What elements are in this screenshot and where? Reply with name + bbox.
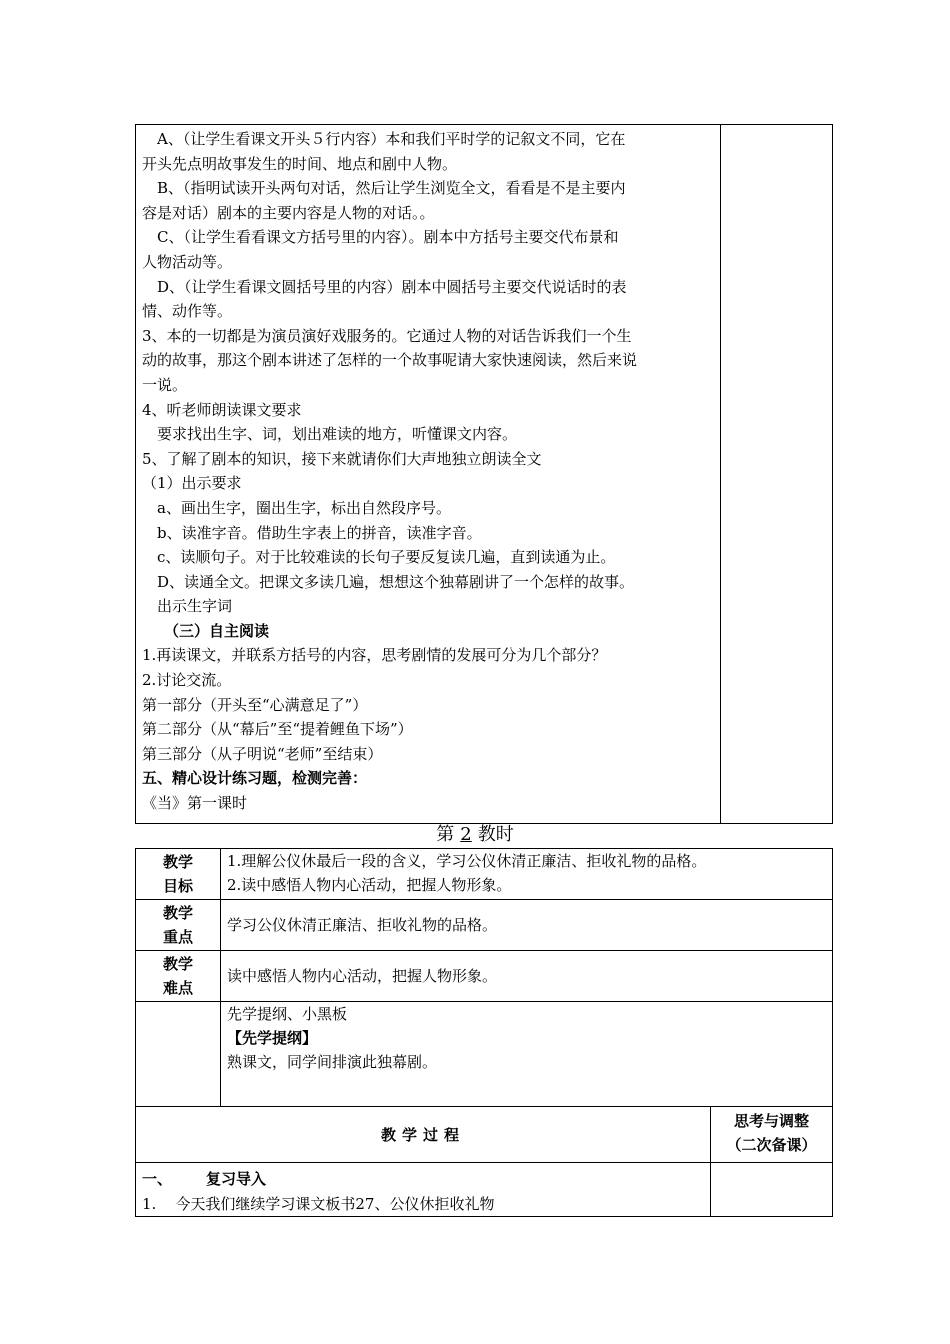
content-line: D、（让学生看课文圆括号里的内容）剧本中圆括号主要交代说话时的表 (157, 277, 627, 296)
difficulty-label-line2: 难点 (162, 979, 193, 997)
content-line: 人物活动等。 (142, 252, 233, 271)
lesson2-title-suffix: 教时 (477, 824, 514, 845)
teaching-process-table (135, 1106, 833, 1217)
goal-line-2: 2.读中感悟人物内心活动，把握人物形象。 (227, 876, 512, 894)
goal-label-line2: 目标 (162, 877, 193, 895)
goal-line-1: 1.理解公仪休最后一段的含义，学习公仪休清正廉洁、拒收礼物的品格。 (227, 852, 707, 870)
difficulty-content: 读中感悟人物内心活动，把握人物形象。 (221, 951, 833, 1002)
content-line: （1）出示要求 (142, 474, 242, 493)
content-line: 一说。 (142, 375, 188, 394)
process-notes-cell (711, 1163, 833, 1217)
content-line: 3、本的一切都是为演员演好戏服务的。它通过人物的对话告诉我们一个生 (142, 326, 632, 345)
lesson2-title-number: 2 (460, 824, 472, 845)
prep-line-3: 熟课文，同学间排演此独幕剧。 (227, 1053, 438, 1071)
prep-label (136, 1002, 221, 1107)
goal-content (221, 849, 833, 900)
key-content: 学习公仪休清正廉洁、拒收礼物的品格。 (221, 900, 833, 951)
section-heading: 五、精心设计练习题，检测完善： (142, 769, 368, 788)
content-line: 出示生字词 (157, 597, 233, 616)
difficulty-label (136, 951, 221, 1002)
content-line: a、画出生字，圈出生字，标出自然段序号。 (157, 498, 451, 517)
prep-content (221, 1002, 833, 1107)
content-line: 动的故事，那这个剧本讲述了怎样的一个故事呢请大家快速阅读，然后来说 (142, 351, 638, 370)
content-line: A、（让学生看课文开头５行内容）本和我们平时学的记叙文不同，它在 (157, 130, 626, 148)
content-line: 要求找出生字、词，划出难读的地方，听懂课文内容。 (157, 425, 518, 444)
review-heading-title: 复习导入 (206, 1170, 267, 1188)
content-line: b、读准字音。借助生字表上的拼音，读准字音。 (157, 523, 482, 542)
content-line: 第三部分（从子明说“老师”至结束） (142, 744, 383, 763)
content-line: 2.讨论交流。 (142, 671, 232, 690)
lesson1-continuation-table (135, 124, 833, 824)
key-label-line1: 教学 (162, 904, 193, 922)
review-heading (142, 1167, 704, 1192)
content-line: 情、动作等。 (142, 302, 233, 321)
content-line: 第二部分（从“幕后”至“提着鲤鱼下场”） (142, 720, 413, 739)
lesson1-content-cell (136, 125, 721, 824)
content-line: 容是对话）剧本的主要内容是人物的对话。。 (142, 203, 435, 222)
key-label-line2: 重点 (162, 928, 193, 946)
section-heading: （三）自主阅读 (164, 621, 270, 640)
lesson2-title (0, 822, 950, 848)
adjustment-header-line1: 思考与调整 (733, 1112, 809, 1130)
content-line: B、（指明试读开头两句对话，然后让学生浏览全文，看看是不是主要内 (157, 179, 626, 198)
content-line: 《当》第一课时 (142, 794, 248, 813)
prep-line-1: 先学提纲、小黑板 (227, 1005, 348, 1023)
goal-label-line1: 教学 (162, 853, 193, 871)
content-line: 开头先点明故事发生的时间、地点和剧中人物。 (142, 154, 458, 173)
content-line: c、读顺句子。对于比较难读的长句子要反复读几遍，直到读通为止。 (157, 548, 616, 567)
content-line: D、读通全文。把课文多读几遍，想想这个独幕剧讲了一个怎样的故事。 (157, 572, 635, 591)
review-line-1: 1. 今天我们继续学习课文板书27、公仪休拒收礼物 (142, 1194, 495, 1213)
difficulty-label-line1: 教学 (162, 955, 193, 973)
lesson2-title-prefix: 第 (436, 824, 455, 845)
content-line: 第一部分（开头至“心满意足了”） (142, 695, 368, 714)
lesson2-plan-table (135, 848, 833, 1107)
goal-label (136, 849, 221, 900)
prep-line-2: 【先学提纲】 (227, 1029, 318, 1047)
adjustment-header (711, 1107, 833, 1163)
content-line: 4、听老师朗读课文要求 (142, 400, 302, 419)
process-content (136, 1163, 711, 1217)
content-line: 5、了解了剧本的知识，接下来就请你们大声地独立朗读全文 (142, 449, 542, 468)
content-line: 1.再读课文，并联系方括号的内容，思考剧情的发展可分为几个部分？ (142, 646, 607, 665)
key-label (136, 900, 221, 951)
review-heading-number: 一、 (142, 1170, 173, 1188)
content-line: C、（让学生看看课文方括号里的内容）。剧本中方括号主要交代布景和 (157, 228, 619, 247)
process-header: 教学过程 (136, 1107, 711, 1163)
lesson1-notes-cell (721, 125, 833, 824)
adjustment-header-line2: （二次备课） (726, 1136, 817, 1154)
